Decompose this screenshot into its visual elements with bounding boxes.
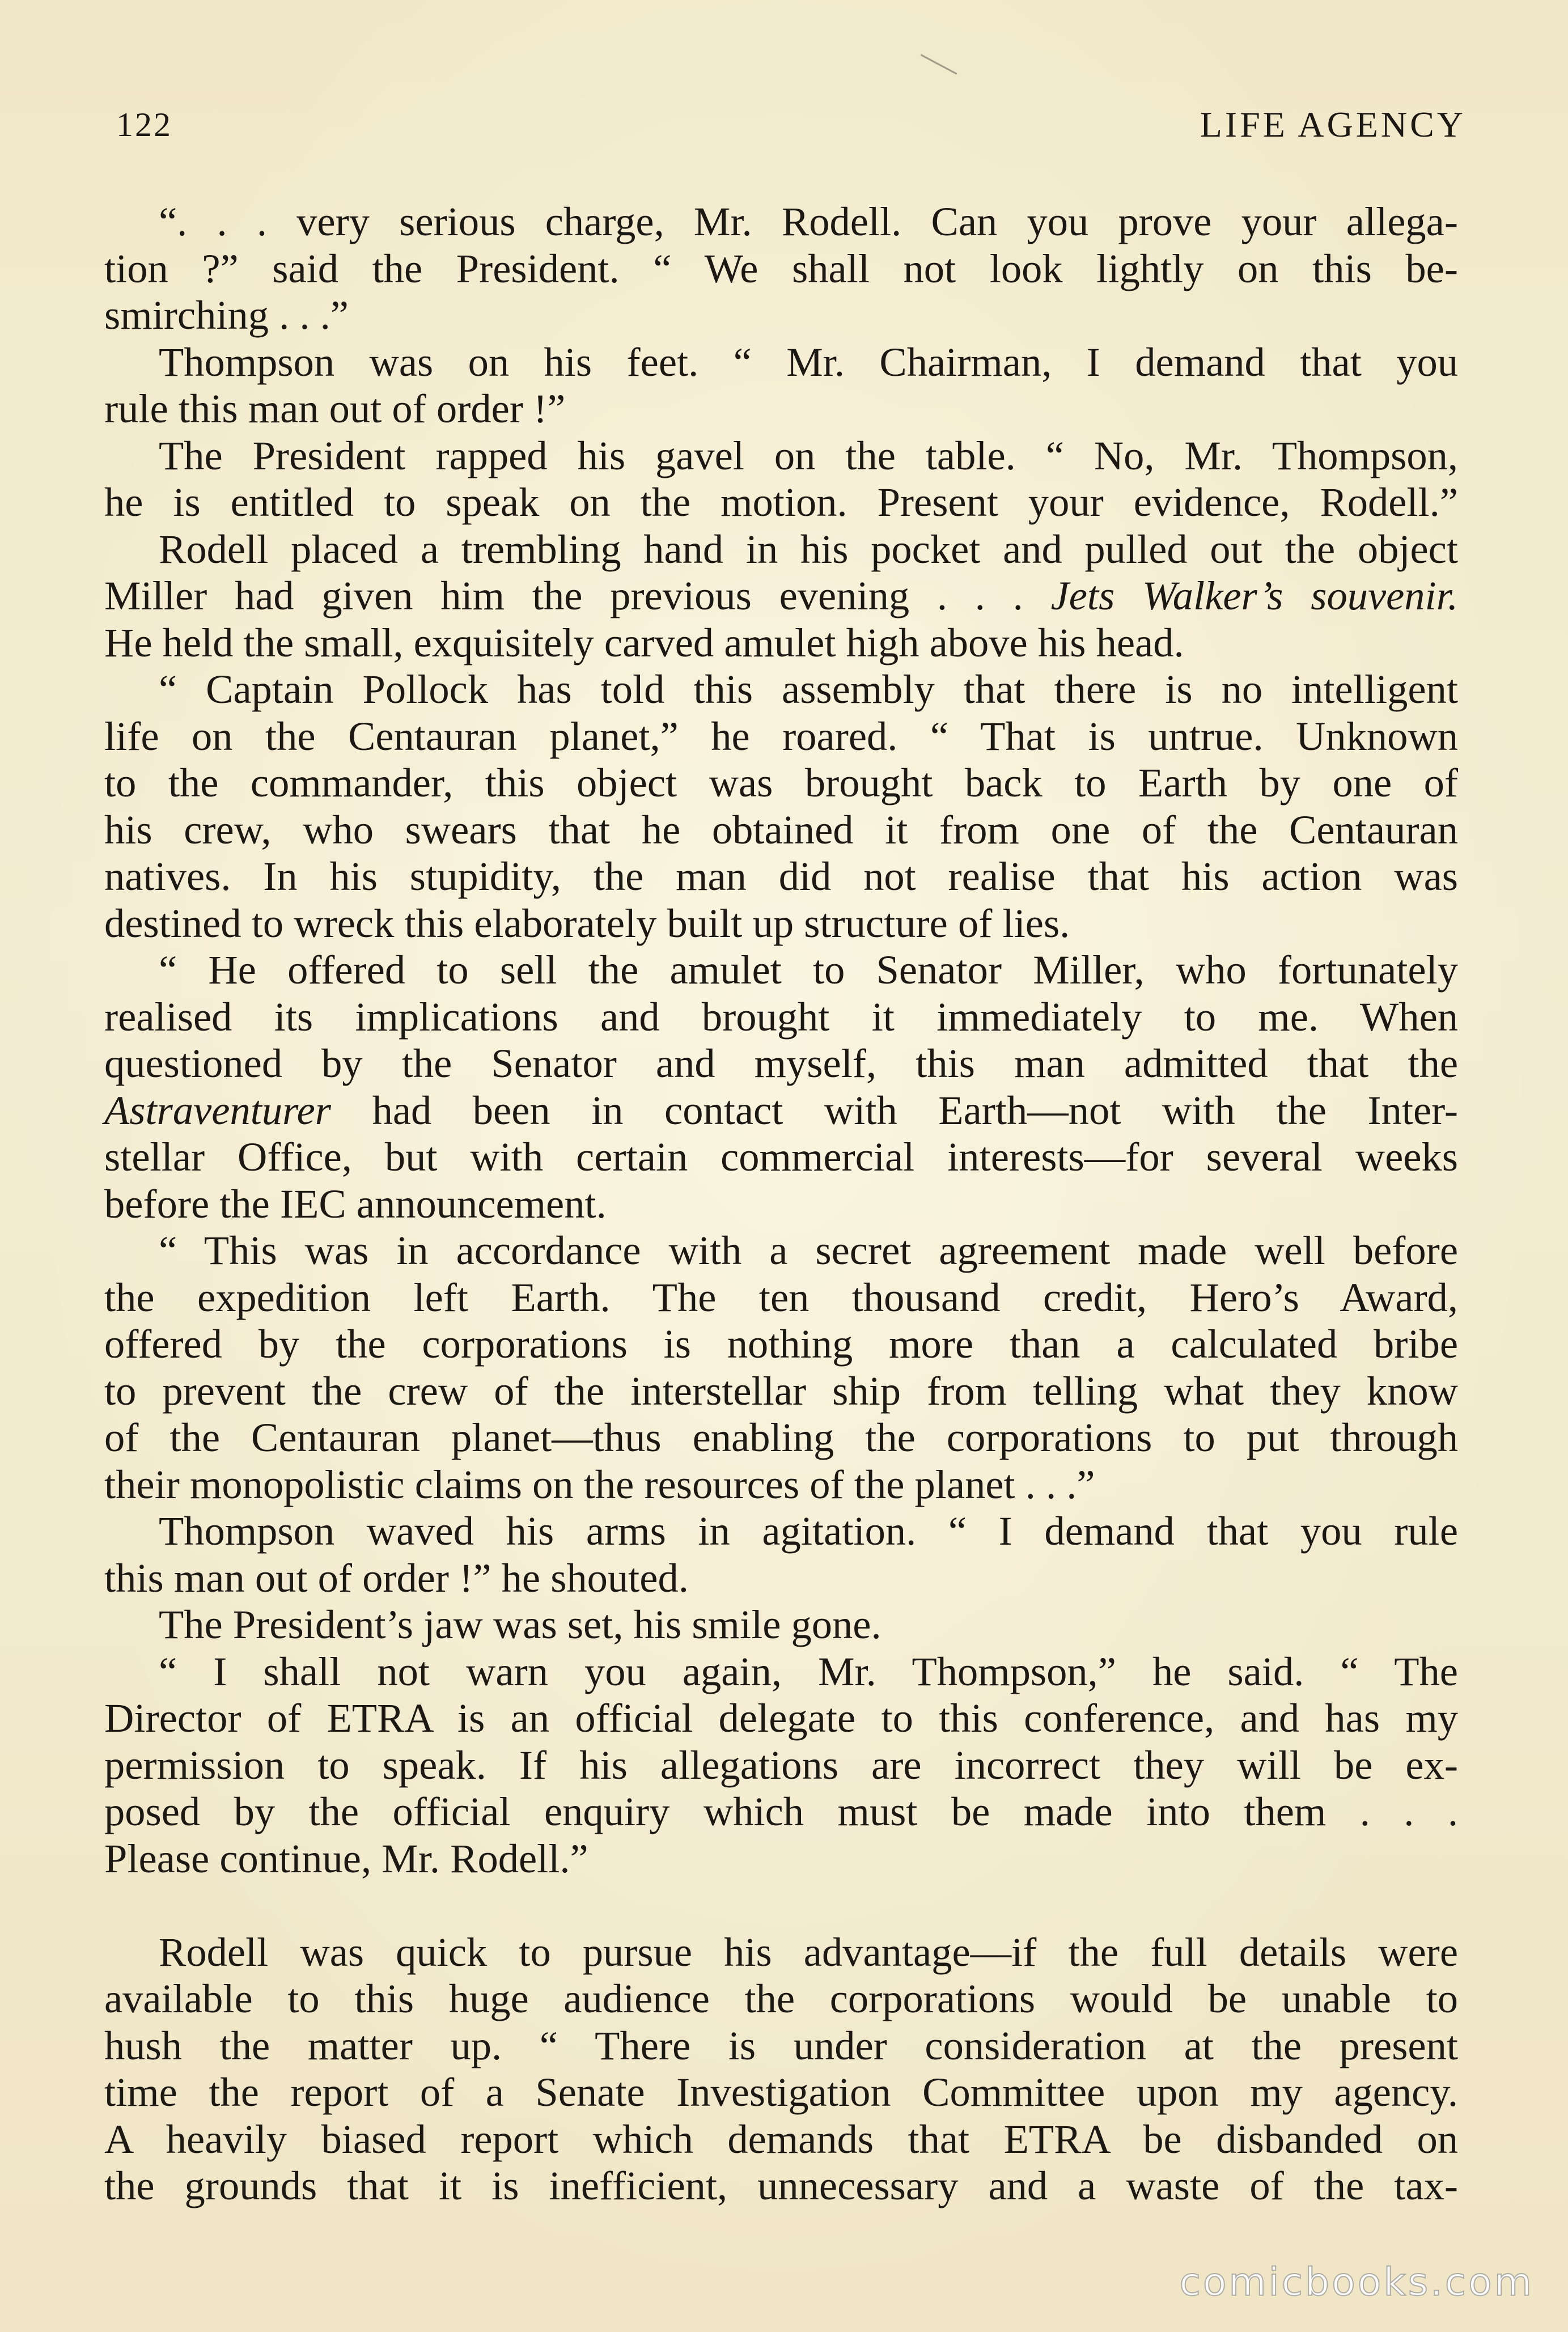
- text-line: Please continue, Mr. Rodell.”: [104, 1835, 588, 1881]
- italic-phrase: Jets Walker’s souvenir.: [1050, 573, 1459, 618]
- text-line: “ This was in accordance with a secret agreement made well before: [159, 1227, 1458, 1273]
- text-line: Thompson waved his arms in agitation. “ I demand that you rule: [159, 1508, 1458, 1554]
- text-line: before the IEC announcement.: [104, 1180, 607, 1227]
- text-line: questioned by the Senator and myself, this man admitted that the: [104, 1040, 1458, 1086]
- watermark: comicbooks.com: [1179, 2260, 1534, 2305]
- text-line: offered by the corporations is nothing more than a calculated bribe: [104, 1321, 1458, 1367]
- text-line: this man out of order !” he shouted.: [104, 1554, 689, 1601]
- page-number: 122: [116, 106, 172, 143]
- text-line: hush the matter up. “ There is under consideration at the present: [104, 2022, 1458, 2068]
- text-line: The President’s jaw was set, his smile gone.: [159, 1601, 882, 1647]
- text-line: “. . . very serious charge, Mr. Rodell. Can you prove your allega-: [159, 198, 1458, 244]
- page-header: [116, 99, 1466, 150]
- text-line: his crew, who swears that he obtained it from one of the Centauran: [104, 806, 1458, 853]
- text-line: “ I shall not warn you again, Mr. Thompson,” he said. “ The: [159, 1648, 1458, 1694]
- text-line: [104, 1087, 1458, 1134]
- text-line: tion ?” said the President. “ We shall not look lightly on this be-: [104, 245, 1458, 291]
- text-line: Rodell was quick to pursue his advantage—if the full details were: [159, 1928, 1458, 1975]
- text-line: The President rapped his gavel on the table. “ No, Mr. Thompson,: [159, 432, 1458, 478]
- text-line: destined to wreck this elaborately built up structure of lies.: [104, 900, 1070, 946]
- text-line: available to this huge audience the corporations would be unable to: [104, 1975, 1458, 2021]
- text-line-part: had been in contact with Earth—not with the Inter-: [372, 1087, 1459, 1133]
- text-line: to the commander, this object was brought back to Earth by one of: [104, 760, 1458, 805]
- text-line: Director of ETRA is an official delegate to this conference, and has my: [104, 1695, 1458, 1741]
- text-line: smirching . . .”: [104, 292, 349, 338]
- text-line-part: Miller had given him the previous evening . . .: [104, 573, 1023, 618]
- text-line: rule this man out of order !”: [104, 385, 566, 431]
- text-line: life on the Centauran planet,” he roared. “ That is untrue. Unknown: [104, 713, 1458, 759]
- text-line: of the Centauran planet—thus enabling the corporations to put through: [104, 1414, 1458, 1460]
- text-line: the expedition left Earth. The ten thousand credit, Hero’s Award,: [104, 1274, 1458, 1320]
- text-line: stellar Office, but with certain commercial interests—for several weeks: [104, 1134, 1458, 1180]
- text-line: A heavily biased report which demands that ETRA be disbanded on: [104, 2115, 1458, 2162]
- text-line: [104, 573, 1458, 620]
- body-text: [104, 198, 1458, 2210]
- text-line: He held the small, exquisitely carved amulet high above his head.: [104, 619, 1184, 665]
- text-line: “ Captain Pollock has told this assembly that there is no intelligent: [159, 666, 1458, 712]
- section-break: [104, 1882, 1458, 1929]
- italic-ship-name: Astraventurer: [104, 1087, 332, 1133]
- text-line: Thompson was on his feet. “ Mr. Chairman, I demand that you: [159, 338, 1458, 385]
- text-line: to prevent the crew of the interstellar ship from telling what they know: [104, 1367, 1458, 1414]
- text-line: realised its implications and brought it immediately to me. When: [104, 993, 1458, 1040]
- text-line: he is entitled to speak on the motion. Present your evidence, Rodell.”: [104, 479, 1458, 525]
- stray-pen-mark: [921, 54, 957, 74]
- running-head: LIFE AGENCY: [1200, 104, 1466, 145]
- text-line: permission to speak. If his allegations are incorrect they will be ex-: [104, 1741, 1458, 1788]
- text-line: natives. In his stupidity, the man did not realise that his action was: [104, 853, 1458, 899]
- text-line: “ He offered to sell the amulet to Senator Miller, who fortunately: [159, 947, 1458, 993]
- text-line: Rodell placed a trembling hand in his pocket and pulled out the object: [159, 525, 1458, 572]
- text-line: posed by the official enquiry which must be made into them . . .: [104, 1788, 1458, 1834]
- text-line: the grounds that it is inefficient, unnecessary and a waste of the tax-: [104, 2163, 1458, 2208]
- text-line: their monopolistic claims on the resources of the planet . . .”: [104, 1461, 1095, 1507]
- text-line: time the report of a Senate Investigation Committee upon my agency.: [104, 2069, 1458, 2115]
